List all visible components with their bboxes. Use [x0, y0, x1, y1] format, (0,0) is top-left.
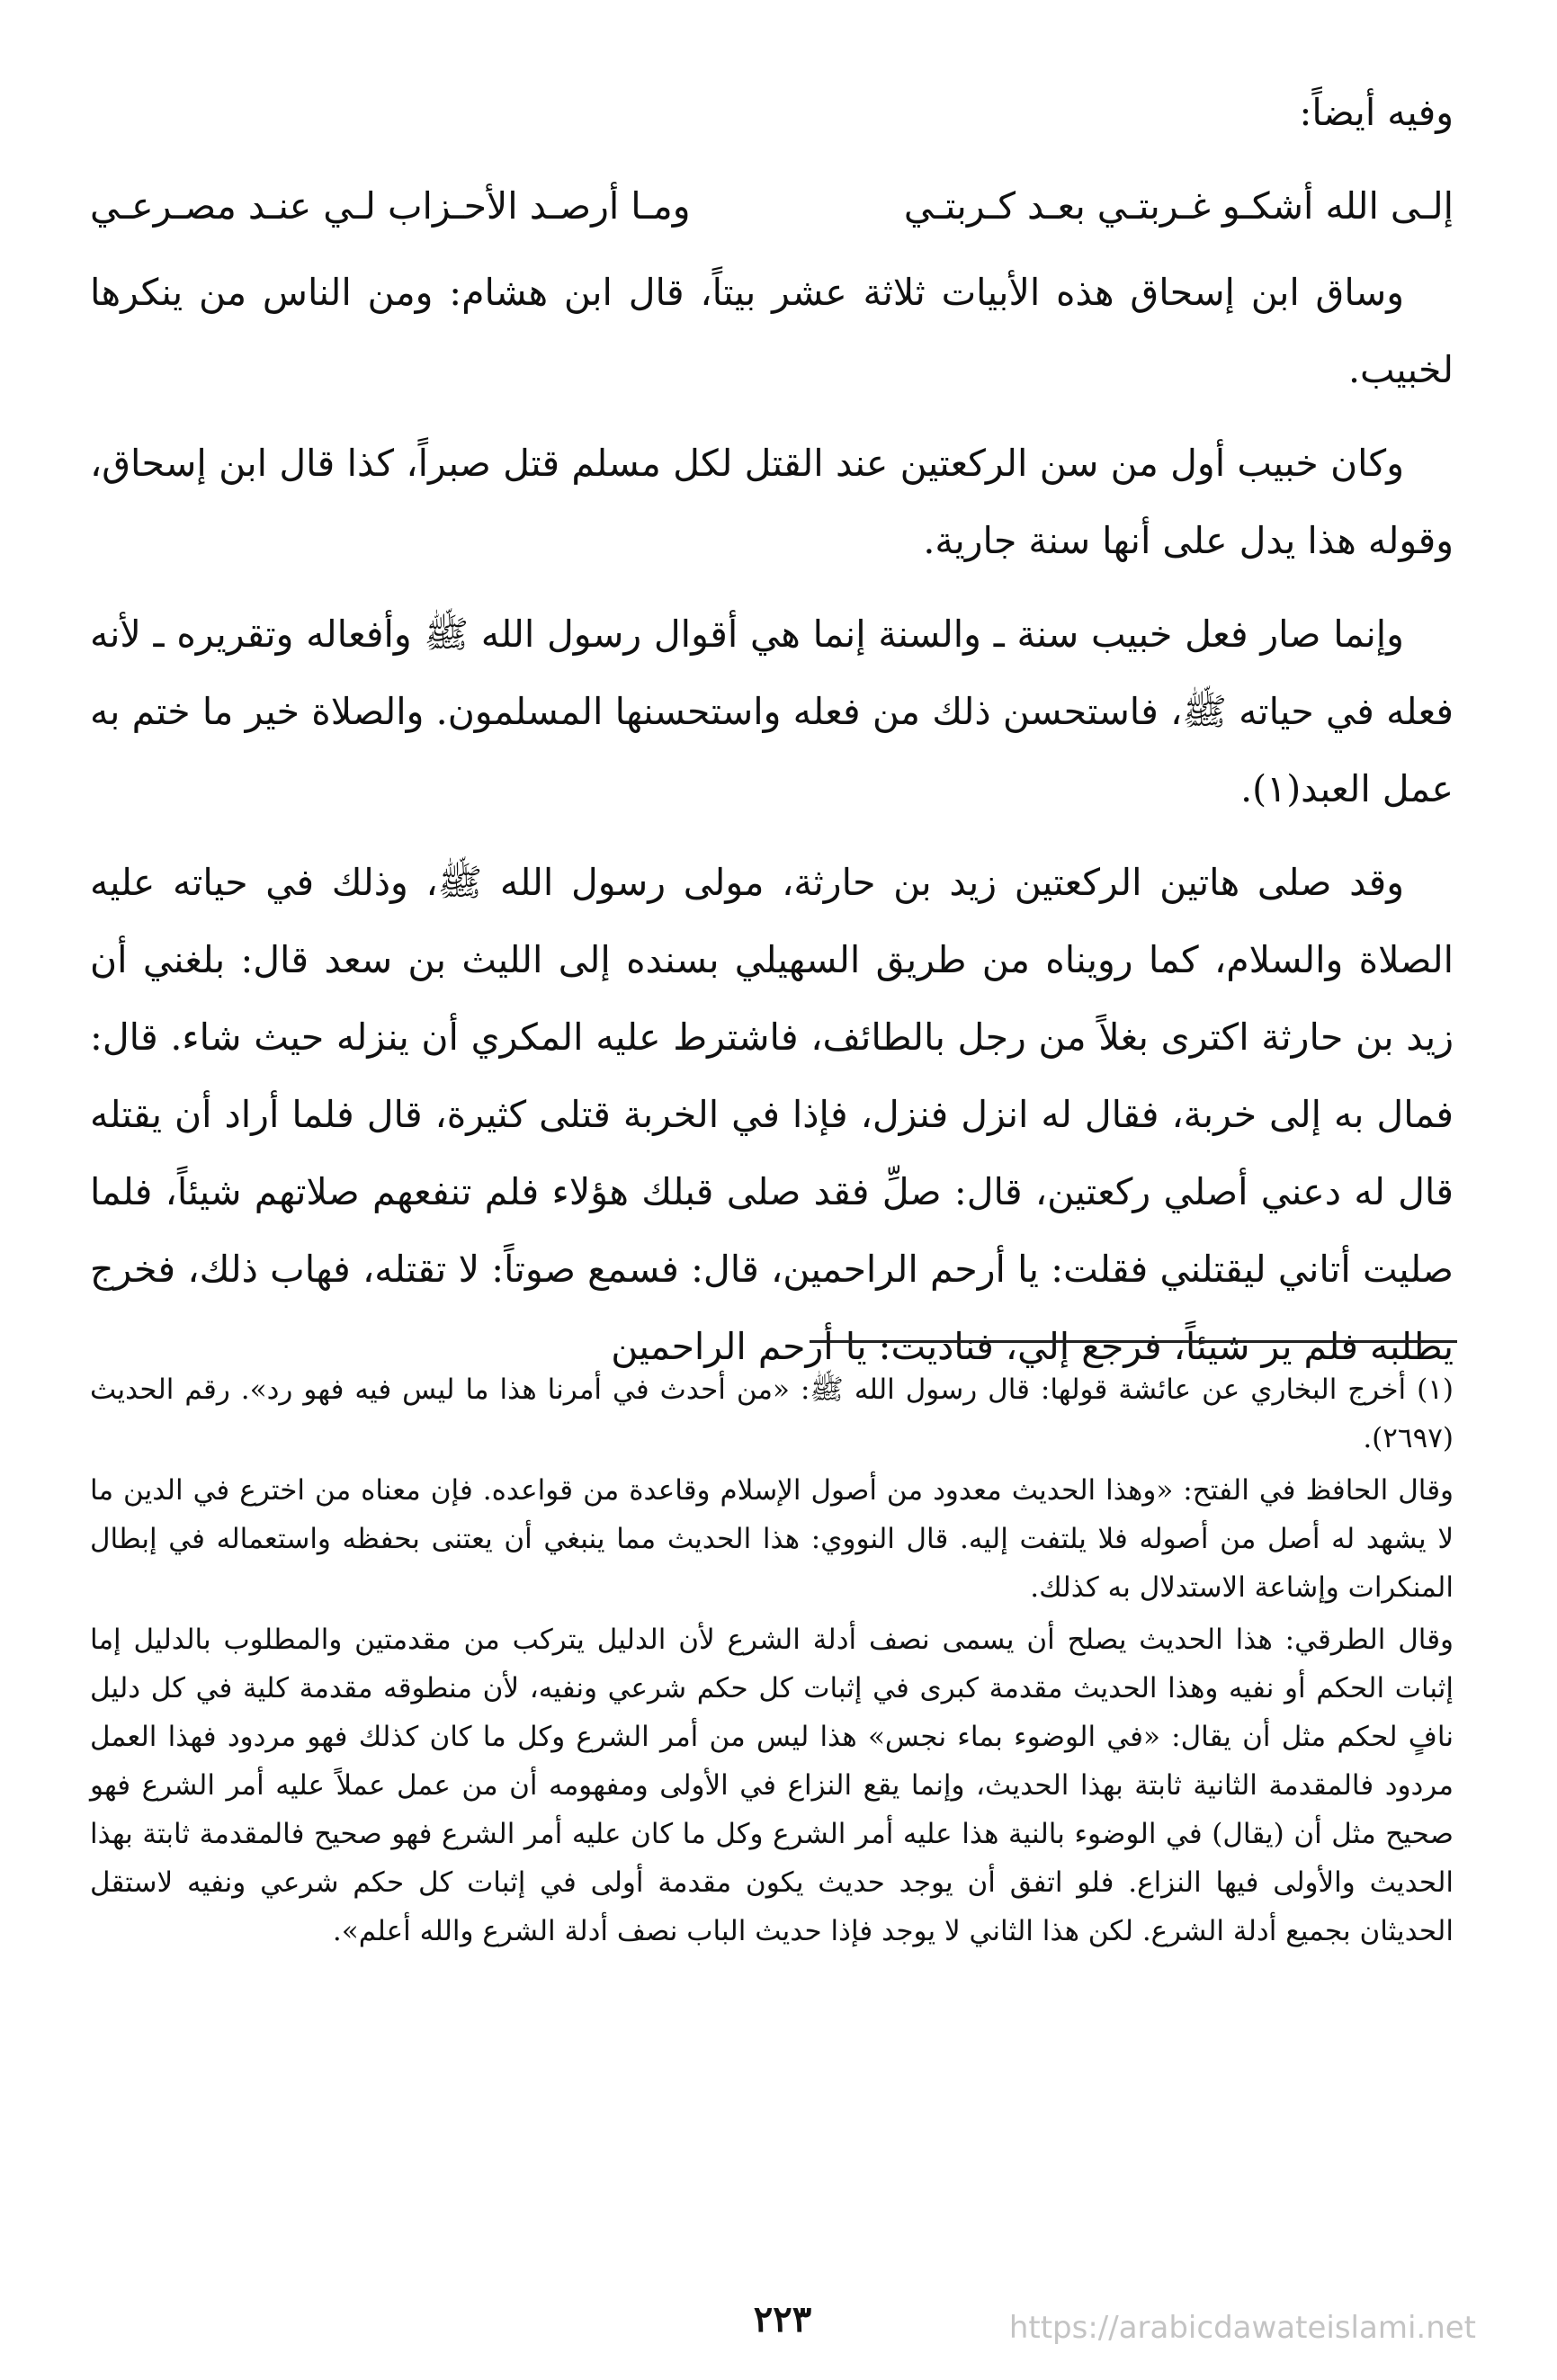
footnote-continuation: وقال الحافظ في الفتح: «وهذا الحديث معدود من أصول الإسلام وقاعدة من قواعده. فإن معناه من اخترع في الدين ما لا يشهد له أصل من أصوله فلا يلتفت إليه. قال النووي: هذا الحديث مما ينبغي أن يعتنى بحفظه واستعماله في إبطال المنكرات وإشاعة الاستدلال به كذلك. [90, 1474, 1454, 1604]
watermark-url: https://arabicdawateislami.net [1008, 2310, 1476, 2346]
verse-second-hemistich: ومـا أرصـد الأحـزاب لـي عنـد مصـرعـي [90, 184, 691, 228]
paragraph: وإنما صار فعل خبيب سنة ـ والسنة إنما هي أقوال رسول الله ﷺ وأفعاله وتقريره ـ لأنه فعله في حياته ﷺ، فاستحسن ذلك من فعله واستحسنها المسلمون. والصلاة خير ما ختم به عمل العبد(١). [90, 613, 1454, 810]
poem-verse [90, 167, 1454, 245]
footnotes [90, 1365, 1454, 1959]
footnote-divider [810, 1340, 1457, 1343]
paragraph: وقد صلى هاتين الركعتين زيد بن حارثة، مولى رسول الله ﷺ، وذلك في حياته عليه الصلاة والسلام، كما رويناه من طريق السهيلي بسنده إلى الليث بن سعد قال: بلغني أن زيد بن حارثة اكترى بغلاً من رجل بالطائف، فاشترط عليه المكري أن ينزله حيث شاء. قال: فمال به إلى خربة، فقال له انزل فنزل، فإذا في الخربة قتلى كثيرة، قال فلما أراد أن يقتله قال له دعني أصلي ركعتين، قال: صلِّ فقد صلى قبلك هؤلاء فلم تنفعهم صلاتهم شيئاً، فلما صليت أتاني ليقتلني فقلت: يا أرحم الراحمين، قال: فسمع صوتاً: لا تقتله، فهاب ذلك، فخرج يطلبه فلم ير شيئاً، فرجع إلي، فناديت: يا أرحم الراحمين [90, 861, 1454, 1368]
main-text [90, 74, 1454, 1401]
paragraph: وكان خبيب أول من سن الركعتين عند القتل لكل مسلم قتل صبراً، كذا قال ابن إسحاق، وقوله هذا يدل على أنها سنة جارية. [90, 442, 1454, 562]
section-heading: وفيه أيضاً: [1299, 91, 1454, 134]
verse-first-hemistich: إلـى الله أشكـو غـربتـي بعـد كـربتـي [903, 184, 1454, 228]
footnote: (١) أخرج البخاري عن عائشة قولها: قال رسول الله ﷺ: «من أحدث في أمرنا هذا ما ليس فيه فهو رد». رقم الحديث (٢٦٩٧). [90, 1373, 1454, 1454]
paragraph: وساق ابن إسحاق هذه الأبيات ثلاثة عشر بيتاً، قال ابن هشام: ومن الناس من ينكرها لخبيب. [90, 271, 1454, 391]
page-number: ٢٢٣ [753, 2298, 812, 2340]
footnote-continuation: وقال الطرقي: هذا الحديث يصلح أن يسمى نصف أدلة الشرع لأن الدليل يتركب من مقدمتين والمطلوب بالدليل إما إثبات الحكم أو نفيه وهذا الحديث مقدمة كبرى في إثبات كل حكم شرعي ونفيه، لأن منطوقه مقدمة كلية في كل دليل نافٍ لحكم مثل أن يقال: «في الوضوء بماء نجس» هذا ليس من أمر الشرع وكل ما كان كذلك فهو مردود فهذا العمل مردود فالمقدمة الثانية ثابتة بهذا الحديث، وإنما يقع النزاع في الأولى ومفهومه أن من عمل عملاً عليه أمر الشرع فهو صحيح مثل أن (يقال) في الوضوء بالنية هذا عليه أمر الشرع وكل ما كان عليه أمر الشرع فهو صحيح فالمقدمة ثابتة بهذا الحديث والأولى فيها النزاع. فلو اتفق أن يوجد حديث يكون مقدمة أولى في إثبات كل حكم شرعي ونفيه لاستقل الحديثان بجميع أدلة الشرع. لكن هذا الثاني لا يوجد فإذا حديث الباب نصف أدلة الشرع والله أعلم». [90, 1624, 1454, 1947]
